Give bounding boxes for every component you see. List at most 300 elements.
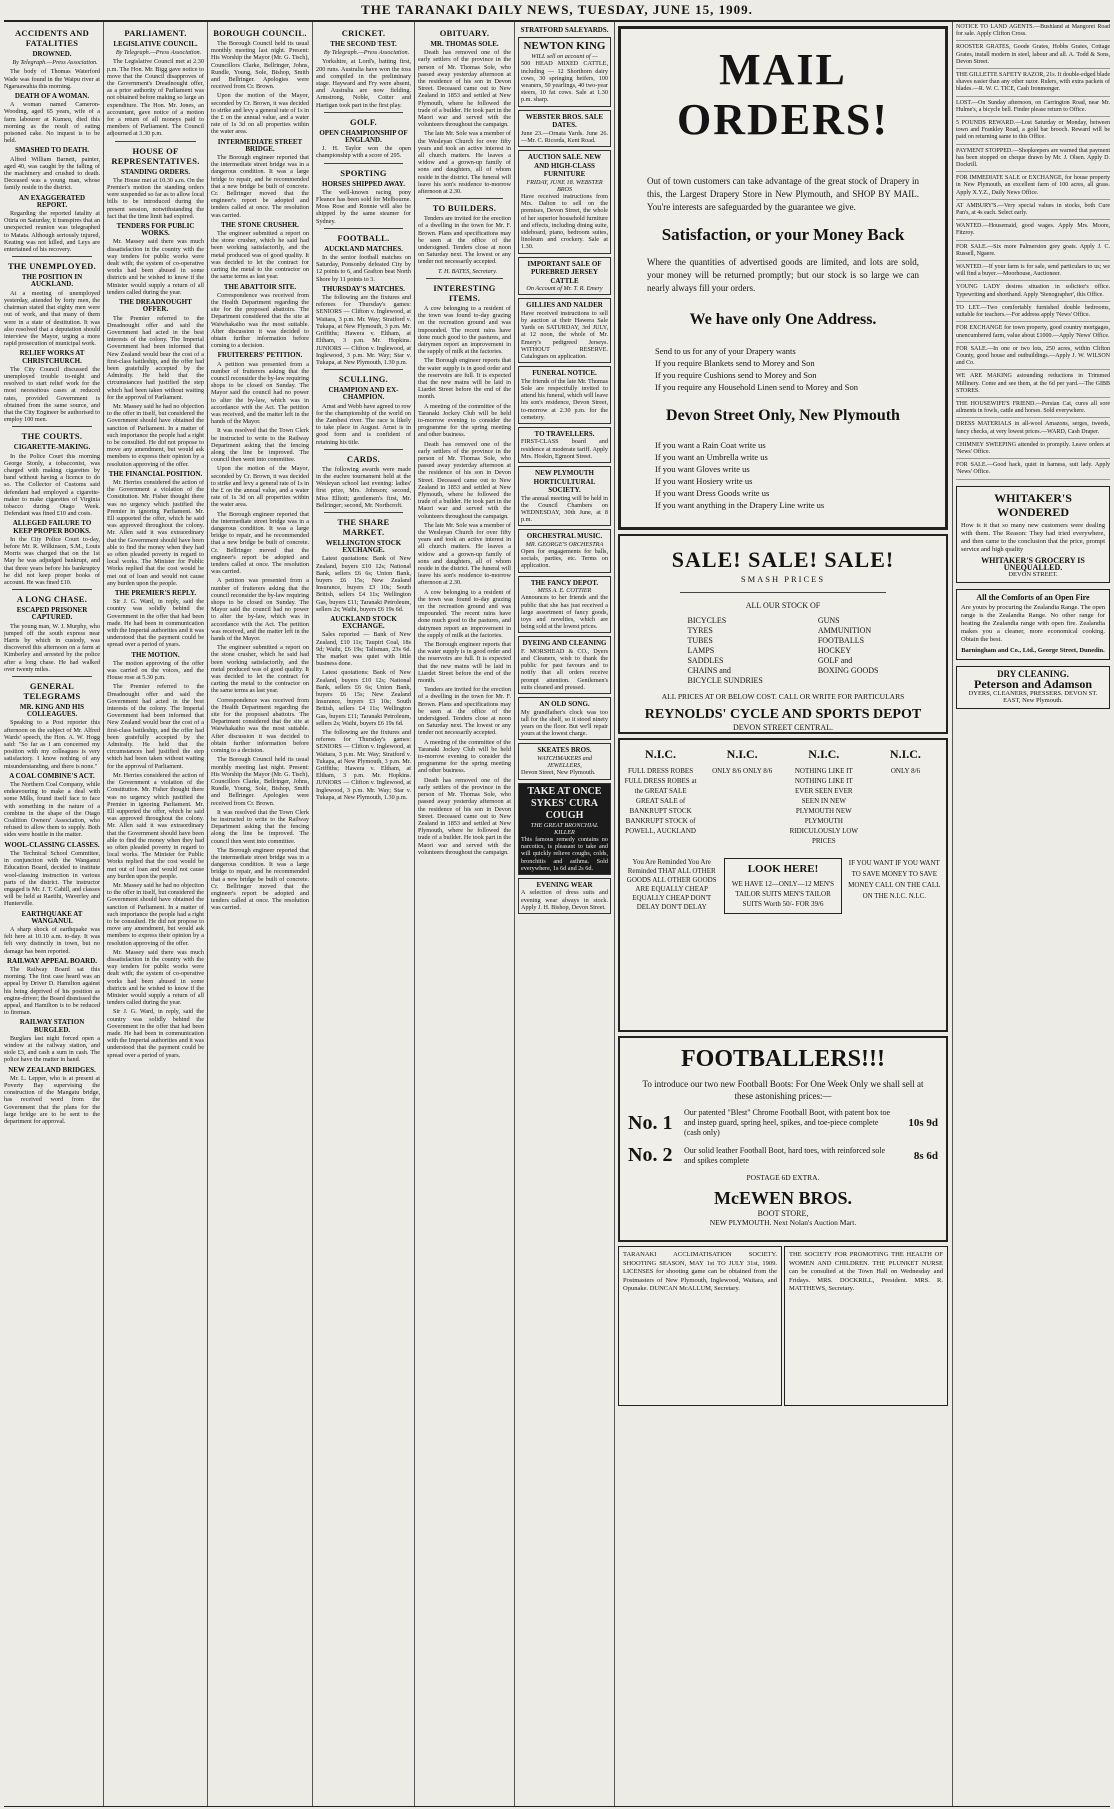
divider xyxy=(12,426,92,427)
devon-street-only: Devon Street Only, New Plymouth xyxy=(666,407,900,424)
classified-ad-body: Have received instructions to sell by auction at their Hawera Sale Yards on SATURDAY, 3rd JULY, at 12 noon, the whole of Mr. Emery's pedigreed Jerseys. WITHOUT RESERVE. Catalogues on application. xyxy=(521,309,608,360)
article-paragraph: The Premier referred to the Dreadnought offer and said the Government had acted in the best interests of the colony. The Imperial Government had been informed that New Zealand would bear the cost of a first-class battleship, and the offer had been gratefully accepted by the Admiralty. He held that the circumstances had justified the step which had been taken without waiting for the approval of Parliament. xyxy=(107,683,204,770)
divider xyxy=(12,256,92,257)
boot-no1 xyxy=(628,1108,938,1138)
nic-cell xyxy=(869,746,942,846)
dry-cleaning-ad xyxy=(956,666,1110,710)
divider xyxy=(324,512,403,513)
subheading: CIGARETTE-MAKING. xyxy=(13,443,91,452)
small-notice: FOR SALE.—Good hack, quiet in harness, suit lady. Apply 'News' Office. xyxy=(956,462,1110,479)
article-paragraph: Mr. Herries considered the action of the Government a violation of the Constitution. Mr. Fisher thought there was no urgency which justified the Premier in ignoring Parliament. Mr. Ell supported the offer, which he said was approved throughout the colony. Mr. Allen said it was extraordinary that the Government should have been able to find the money when they had so often pleaded poverty in regard to local works. The Minister for Public Works replied that the cost would be met out of loan and would not cause any burden upon the people. xyxy=(107,771,204,880)
subheading: THE FINANCIAL POSITION. xyxy=(108,469,203,478)
subheading: THE POSITION IN AUCKLAND. xyxy=(21,273,83,289)
classified-ad-title: AN OLD SONG. xyxy=(539,700,590,709)
nic-cell xyxy=(706,746,779,846)
sale-item: GUNS xyxy=(817,616,840,625)
subheading: RAILWAY APPEAL BOARD. xyxy=(6,956,98,965)
sale-item: CHAINS and xyxy=(687,666,731,675)
classified-ad-subtitle: FRIDAY, JUNE 18. WEBSTER BROS xyxy=(526,178,603,193)
sale-item: AMMUNITION xyxy=(817,626,872,635)
nic-sale-ad xyxy=(618,738,948,1032)
subheading: HORSES SHIPPED AWAY. xyxy=(322,179,405,188)
classified-ad-title: EVENING WEAR xyxy=(536,880,593,889)
article-paragraph: Speaking to a Post reporter this afternoon on the subject of Mr. Alfred Wards' speech, the Hon. A. W. Hogg said: "So far as I am concerned my position with my colleagues is very satisfactory. I know nothing of any misunderstanding, and there is none." xyxy=(4,719,100,770)
article-paragraph: Regarding the reported fatality at Otiria on Saturday, it transpires that an unexpected reunion was telegraphed to Matata. Although seriously injured, Keating was not killed, and Leys are entertained of his recovery. xyxy=(4,210,100,254)
article-paragraph: A meeting of the committee of the Taranaki Jockey Club will be held to-morrow evening to consider the programme for the spring meeting and other business. xyxy=(418,738,511,775)
article-paragraph: Yorkshire, at Lord's, batting first, 200 runs. Australia have won the toss and compiled in the preliminary stage. Hayward and Fry were absent, and Australia are now fielding. Armstrong, Noble, Cotter and Hartigan took part in the first play. xyxy=(316,58,411,109)
values-slogan xyxy=(621,525,945,530)
subheading: AUCKLAND MATCHES. xyxy=(324,244,403,253)
nic-save-money: IF YOU WANT IF YOU WANT TO SAVE MONEY TO SAVE MONEY CALL ON THE CALL ON THE N.I.C. N.I.C. xyxy=(848,859,941,900)
plunket-society-notice: THE SOCIETY FOR PROMOTING THE HEALTH OF WOMEN AND CHILDREN. THE PLUNKET NURSE can be consulted at the Town Hall on Wednesday and Fridays. MRS. DOCKRILL, President. MRS. R. MATTHEWS, Secretary. xyxy=(784,1246,948,1406)
subheading: WOOL-CLASSING CLASSES. xyxy=(4,840,100,849)
column-news-1 xyxy=(4,24,100,1804)
article-paragraph: The Borough Council held its usual monthly meeting last night. Present: His Worship the Mayor (Mr. G. Tisch), Councillors Clarke, Bellringer, Johns, Rundle, Young, Sole, Bishop, Smith and Bellringer. Apologies were received from Cr. Brown. xyxy=(211,756,309,807)
whitakers-ad xyxy=(956,486,1110,584)
article-paragraph: A cow belonging to a resident of the town was found to-day grazing on the recreation ground and was impounded. The recent rains have done much good to the pastures, and dairymen report an improvement in the supply of milk at the factories. xyxy=(418,304,511,356)
send-line: If you require Blankets send to Morey and Son xyxy=(655,358,815,368)
mcewen-trade: BOOT STORE, xyxy=(757,1209,809,1218)
section-heading: THE SHARE MARKET. xyxy=(337,516,390,537)
column-rule xyxy=(312,22,313,1806)
depot-telephone xyxy=(632,732,946,734)
subheading: CHAMPION AND EX-CHAMPION. xyxy=(328,386,399,402)
divider xyxy=(12,589,92,590)
section-heading: GENERAL TELEGRAMS xyxy=(23,681,81,702)
nic-cell-head: N.I.C. xyxy=(726,747,758,761)
article-paragraph: Latest quotations: Bank of New Zealand, buyers £10 12s; National Bank, sellers £6 6s; Union Bank, buyers £6 15s; New Zealand Insurance, buyers £3 10s; South British, sellers £4 11s; Wellington Gas, buyers £11; Taranaki Petroleum, sellers 2s; Waihi, buyers £6 19s 6d. xyxy=(316,555,411,613)
article-paragraph: Burglars last night forced open a window at the railway station, and stole £3, and cash a sum in cash. The police have the matter in hand. xyxy=(4,1034,100,1064)
want-line: If you want Hosiery write us xyxy=(655,476,753,486)
classified-ad-title: THE FANCY DEPOT. xyxy=(530,578,599,587)
article-paragraph: The Northern Coal Company, while endeavouring to make a deal with some Mills, found itself face to face with something in the nature of a combine in the shape of the Otago Coalition Owners' Association, who refused to allow them to supply. Both sides were hostile in the matter. xyxy=(4,781,100,839)
subheading: THURSDAY'S MATCHES. xyxy=(322,284,405,293)
classified-ad-title: SKEATES BROS. xyxy=(537,746,592,755)
small-notice: PAYMENT STOPPED.—Shopkeepers are warned that payment has been stopped on cheque drawn by Mr. J. Olsen. Apply D. Dockrill. xyxy=(956,148,1110,173)
small-notice: DRESS MATERIALS in all-wool Amazons, serges, tweeds, fancy checks, at very lowest prices.—WARD, Cash Draper. xyxy=(956,421,1110,438)
zealandia-body: Are yours by procuring the Zealandia Range. The open range is the Zealandia Range. No other range for heating the Zealandia range with open fire. Zealandia makes you a cleaner, more economical cooking. Obtain the best. xyxy=(961,604,1105,644)
subheading: OPEN CHAMPIONSHIP OF ENGLAND. xyxy=(319,128,408,145)
classified-ad xyxy=(518,783,611,875)
boot-no2-text: Our solid leather Football Boot, hard toes, with reinforced sole and spikes complete xyxy=(684,1145,886,1165)
section-heading: TO BUILDERS. xyxy=(432,203,497,214)
dry-cleaning-body: DYERS, CLEANERS, PRESSERS. DEVON ST. EAST, New Plymouth. xyxy=(968,689,1098,705)
article-paragraph: The late Mr. Sole was a member of the Wesleyan Church for over fifty years and took an active interest in all church matters. He leaves a widow and a grown-up family of sons and daughters, all of whom reside in the district. The funeral will leave his son's residence to-morrow afternoon at 2.30. xyxy=(418,130,511,196)
sale-item: SADDLES xyxy=(687,656,724,665)
article-paragraph: Alfred William Barnett, painter, aged 40, was caught by the falling of the machinery and crushed to death. Deceased was a young man, whose family reside in the district. xyxy=(4,155,100,192)
article-paragraph: A sharp shock of earthquake was felt here at 10.10 a.m. to-day. It was felt very distinctly in town, but no damage has been reported. xyxy=(4,925,100,955)
sale-stock-lists xyxy=(660,616,906,686)
classified-ad xyxy=(518,427,611,463)
masthead-rule xyxy=(4,20,1110,22)
section-heading: BOROUGH COUNCIL. xyxy=(213,28,307,38)
subheading: TENDERS FOR PUBLIC WORKS. xyxy=(116,222,195,238)
nic-reminder: You Are Reminded You Are Reminded THAT ALL OTHER GOODS ALL OTHER GOODS ARE EQUALLY CHEAP EQUALLY CHEAP DON'T DELAY DON'T DELAY xyxy=(626,858,717,911)
subheading: ALLEGED FAILURE TO KEEP PROPER BOOKS. xyxy=(12,519,92,535)
nic-cell-head: N.I.C. xyxy=(889,747,921,761)
section-heading: PARLIAMENT. xyxy=(124,28,187,38)
subheading: THE DREADNOUGHT OFFER. xyxy=(119,298,192,314)
whitakers-address: DEVON STREET. xyxy=(1008,570,1058,578)
classified-ad-title: NEWTON KING xyxy=(523,40,606,53)
small-notice: ROOSTER GRATES, Goode Grates, Hobbs Grates, Cottage Grates, install modern in steel, labour and all. A. Todd & Sons, Devon Street. xyxy=(956,44,1110,69)
classified-ad-body: Devon Street, New Plymouth. xyxy=(521,769,596,777)
article-paragraph: A petition was presented from a number of fruiterers asking that the council reconsider the by-law requiring shops to be closed on Sunday. The Mayor said the council had no power to alter the by-law, which was in accordance with the Act. The petition was received, and the matter left in the hands of the Mayor. xyxy=(211,360,309,426)
depot-name: REYNOLDS' CYCLE AND SPORTS DEPOT xyxy=(644,707,922,722)
column-rule xyxy=(614,22,615,1806)
subheading: THE STONE CRUSHER. xyxy=(221,220,299,229)
subheading: THE PREMIER'S REPLY. xyxy=(114,589,197,598)
small-notice: YOUNG LADY desires situation in solicitor's office. Typewriting and shorthand. Apply 'Stenographer', this Office. xyxy=(956,284,1110,301)
article-paragraph: Tenders are invited for the erection of a dwelling in the town for Mr. F. Brown. Plans and specifications may be seen at the office of the undersigned. Tenders close at noon on Saturday next. The lowest or any tender not necessarily accepted. xyxy=(418,215,511,266)
small-notice: FOR IMMEDIATE SALE or EXCHANGE, for house property in New Plymouth, an excellent farm of 100 acres, all grass. Apply X.Y.Z., Daily News Office. xyxy=(956,175,1110,200)
subheading: THE MOTION. xyxy=(131,650,180,659)
send-line: If you require Cushions send to Morey and Son xyxy=(655,370,817,380)
article-paragraph: The following awards were made in the euchre tournament held at the Wesleyan school last evening: ladies' first prize, Mrs. Johnson; second, Miss Elliott; gentlemen's first, Mr. Bellringer; second, Mr. Northcroft. xyxy=(316,465,411,509)
divider xyxy=(426,198,503,199)
sale-item: HOCKEY xyxy=(817,646,852,655)
article-paragraph: The late Mr. Sole was a member of the Wesleyan Church for over fifty years and took an active interest in all church matters. He leaves a widow and a grown-up family of sons and daughters, all of whom reside in the district. The funeral will leave his son's residence to-morrow afternoon at 2.30. xyxy=(418,521,511,587)
classified-ad xyxy=(518,366,611,424)
classified-ad-body: Open for engagements for balls, socials, parties, etc. Terms on application. xyxy=(521,548,608,570)
small-notice: WE ARE MAKING astounding reductions in Trimmed Millinery. Come and see them, at the 6d per yard.—The GIBB STORES. xyxy=(956,373,1110,398)
divider xyxy=(324,449,403,450)
article-paragraph: Upon the motion of the Mayor, seconded by Cr. Brown, it was decided to strike and levy a general rate of 1s in the £ on the annual value, and a water rate of 1s 3d on all properties within the water area. xyxy=(211,92,309,136)
masthead-title: THE TARANAKI DAILY NEWS, TUESDAY, JUNE 15, 1909. xyxy=(361,2,753,17)
divider xyxy=(12,676,92,677)
classified-ad xyxy=(518,878,611,914)
subheading: MR. KING AND HIS COLLEAGUES. xyxy=(19,703,85,719)
classified-ad-subtitle: WILL sell on account of — xyxy=(531,53,598,61)
sale-all-stock: ALL OUR STOCK OF xyxy=(745,601,821,610)
mail-orders-body: Where the quantities of advertised goods are limited, and lots are sold, your money will be returned promptly; but our stock is so large we can nearly always fill your orders. xyxy=(647,257,919,293)
want-line: If you want an Umbrella write us xyxy=(655,452,768,462)
article-paragraph: A woman named Cameron-Wooding, aged 65 years, wife of a farm labourer at Kumeu, died this morning as the result of eating poisoned cake. No inquest is to be held. xyxy=(4,101,100,145)
classified-ad xyxy=(518,150,611,254)
sale-footnote: ALL PRICES AT OR BELOW COST. CALL OR WRITE FOR PARTICULARS xyxy=(661,692,905,701)
nic-cell-head: N.I.C. xyxy=(645,747,677,761)
zealandia-title: All the Comforts of an Open Fire xyxy=(976,593,1090,603)
article-paragraph: The well-known racing pony Fleance has been sold for Melbourne. Moss Rose and Ronnie will also be shipped by the same steamer for Sydney. xyxy=(316,188,411,225)
article-paragraph: Mr. Massey said there was much dissatisfaction in the country with the way tenders for public works were dealt with; the system of co-operative works had been abused in some districts and he wished to know if the Minister would supply a return of all tenders called during the year. xyxy=(107,238,204,296)
section-heading: INTERESTING ITEMS. xyxy=(433,282,496,303)
article-paragraph: The Borough Council held its usual monthly meeting last night. Present: His Worship the Mayor (Mr. G. Tisch), Councillors Clarke, Bellringer, Johns, Rundle, Young, Sole, Bishop, Smith and Bellringer. Apologies were received from Cr. Brown. xyxy=(211,40,309,91)
mcewen-address: NEW PLYMOUTH. Next Nolan's Auction Mart. xyxy=(709,1218,857,1227)
section-heading: OBITUARY. xyxy=(439,28,490,38)
small-notice: WANTED.—Housemaid, good wages. Apply Mrs. Moore, Fitzroy. xyxy=(956,223,1110,240)
section-heading: A LONG CHASE. xyxy=(16,594,88,605)
mcewen-name: McEWEN BROS. xyxy=(713,1188,852,1208)
sale-item: GOLF and xyxy=(817,656,853,665)
article-paragraph: Arnst and Webb have agreed to row for the championship of the world on the Zambesi river. The race is likely to take place in August. Arnst is in good form and is confident of retaining his title. xyxy=(316,402,411,446)
classified-ad-body: A selection of dress suits and evening wear always in stock. Apply J. H. Bishop, Devon Street. xyxy=(521,889,608,911)
column-saleyards xyxy=(518,24,611,1804)
boot-no2-label: No. 2 xyxy=(628,1144,673,1166)
column-borough-council xyxy=(211,24,309,1804)
look-here-box xyxy=(724,858,842,914)
whitakers-slogan: WHITAKER'S GROCERY IS UNEQUALLED. xyxy=(981,555,1085,572)
article-paragraph: The City Council discussed the unemployed trouble to-night and resolved to start relief work for the most necessitous cases at reduced rates, provided Government is obtained from the same source, and that the City Engineer be authorised to employ 100 men. xyxy=(4,365,100,424)
article-paragraph: Latest quotations: Bank of New Zealand, buyers £10 12s; National Bank, sellers £6 6s; Union Bank, buyers £6 15s; New Zealand Insurance, buyers £3 10s; South British, sellers £4 11s; Wellington Gas, buyers £11; Taranaki Petroleum, sellers 2s; Waihi, buyers £6 19s 6d. xyxy=(316,669,411,727)
mail-orders-title: MAIL ORDERS! xyxy=(676,45,890,144)
article-paragraph: The motion approving of the offer was carried on the voices, and the House rose at 5.30 p.m. xyxy=(107,659,204,682)
boot-no2-price: 8s 6d xyxy=(913,1149,938,1162)
article-paragraph: The Borough engineer reported that the intermediate street bridge was in a dangerous condition. It was a large bridge to repair, and he recommended that a new bridge be built of concrete. Cr. Bellringer moved that the engineer's report be adopted and tenders called at once. The resolution was carried. xyxy=(211,510,309,576)
article-paragraph: Death has removed one of the early settlers of the province in the person of Mr. Thomas Sole, who passed away yesterday afternoon at the residence of his son in Devon Street. Deceased came out to New Zealand in 1853 and settled at New Plymouth, where he followed the trade of a builder. He took part in the Maori war and served with the volunteers throughout the campaign. xyxy=(418,440,511,520)
subheading: DROWNED. xyxy=(32,50,72,58)
section-heading: CRICKET. xyxy=(341,28,386,38)
boot-no1-text: Our patented "Blest" Chrome Football Boot, with patent box toe and instep guard, spring heel, spikes, and toe-piece complete (cash only) xyxy=(684,1108,891,1137)
article-paragraph: Death has removed one of the early settlers of the province in the person of Mr. Thomas Sole, who passed away yesterday afternoon at the residence of his son in Devon Street. Deceased came out to New Zealand in 1853 and settled at New Plymouth, where he followed the trade of a builder. He took part in the Maori war and served with the volunteers throughout the campaign. xyxy=(418,776,511,856)
want-line: If you want anything in the Drapery Line write us xyxy=(655,500,825,510)
column-rule xyxy=(514,22,515,1806)
section-heading: THE COURTS. xyxy=(21,431,83,442)
classified-ad xyxy=(518,743,611,779)
divider xyxy=(324,228,403,229)
subheading: RELIEF WORKS AT CHRISTCHURCH. xyxy=(19,349,85,365)
subheading: INTERMEDIATE STREET BRIDGE. xyxy=(217,137,303,153)
byline: By Telegraph.—Press Association. xyxy=(12,59,98,67)
postage-note: POSTAGE 6D EXTRA. xyxy=(746,1173,820,1182)
article-paragraph: J. H. Taylor won the open championship with a score of 295. xyxy=(316,145,411,160)
small-notice: WANTED.—If your farm is for sale, send particulars to us; we will find a buyer.—Moorhouse, Auctioneer. xyxy=(956,264,1110,281)
send-line: If you require any Household Linen send to Morey and Son xyxy=(655,382,859,392)
classified-ad xyxy=(518,466,611,526)
article-paragraph: In the senior football matches on Saturday, Ponsonby defeated City by 12 points to 6, and Grafton beat North Shore by 11 points to 3. xyxy=(316,254,411,283)
byline: By Telegraph.—Press Association. xyxy=(323,49,410,57)
section-heading: GOLF. xyxy=(350,116,377,127)
article-paragraph: It was resolved that the Town Clerk be instructed to write to the Railway Department asking that the fencing along the line be improved. The council then went into committee. xyxy=(211,427,309,464)
classified-ad-title: TAKE AT ONCE SYKES' CURA COUGH xyxy=(527,785,602,821)
byline: By Telegraph.—Press Association. xyxy=(115,49,202,57)
section-heading: STRATFORD SALEYARDS. xyxy=(520,26,609,34)
classified-ad xyxy=(518,576,611,634)
look-here-title: LOOK HERE! xyxy=(747,863,819,875)
article-paragraph: A cow belonging to a resident of the town was found to-day grazing on the recreation ground and was impounded. The recent rains have done much good to the pastures, and dairymen report an improvement in the supply of milk at the factories. xyxy=(418,588,511,639)
classified-ad-body: June 23.—Ornata Yards. June 26.—Mr. C. Ricorda, Kent Road. xyxy=(521,129,608,144)
classified-ad xyxy=(518,529,611,572)
classified-ad-body: My grandfather's clock was too tall for the shelf, so it stood ninety years on the floor. But we'll repair yours at the lowest charge. xyxy=(521,708,608,738)
subheading: EARTHQUAKE AT WANGANUI. xyxy=(21,909,83,925)
classified-ad xyxy=(518,37,611,106)
article-paragraph: Mr. Massey said there was much dissatisfaction in the country with the way tenders for public works were dealt with; the system of co-operative works had been abused in some districts and he wished to know if the Minister would supply a return of all tenders called during the year. xyxy=(107,948,204,1007)
column-rule xyxy=(207,22,208,1806)
article-paragraph: Correspondence was received from the Health Department regarding the site for the proposed abattoirs. The Department considered that the site at Waiwhakaiho was the most suitable. After discussion it was decided to obtain further information before coming to a decision. xyxy=(211,291,309,350)
article-paragraph: The Borough engineer reports that the water supply is in good order and the reservoirs are full. It is expected that the new mains will be laid in Liardet Street before the end of the month. xyxy=(418,357,511,401)
small-notice: THE GILLETTE SAFETY RAZOR, 21s. It double-edged blade shaves easier than any other razor. Rulers, with extra packets of blades.—R. W. C. TICE, Cash Ironmonger. xyxy=(956,72,1110,97)
subheading: DEATH OF A WOMAN. xyxy=(14,92,90,101)
article-paragraph: Mr. Massey said he had no objection to the offer in itself, but considered the Government should have obtained the sanction of Parliament. In a matter of such importance the people had a right to be consulted. He did not propose to move any amendment, but would ask members to express their opinion by a resolution approving of the offer. xyxy=(107,402,204,468)
nic-lower xyxy=(620,858,946,914)
sale-subtitle: SMASH PRICES xyxy=(740,574,826,584)
classified-ad-subtitle: MR. GEORGE'S ORCHESTRA xyxy=(525,540,604,548)
article-paragraph: The engineer submitted a report on the stone crusher, which he said had been working satisfactorily, and the metal produced was of good quality. It was decided to let the contract for carting the metal to the contractor on the same terms as last year. xyxy=(211,644,309,695)
article-paragraph: Sir J. G. Ward, in reply, said the country was solidly behind the Government in the offer that had been made. He had been in communication with the Imperial authorities and it was understood that the payment could be spread over a period of years. xyxy=(107,598,204,649)
subheading: NEW ZEALAND BRIDGES. xyxy=(8,1065,96,1074)
sale-item: LAMPS xyxy=(687,646,715,655)
zealandia-range-ad xyxy=(956,589,1110,659)
small-notice: TO LET.—Two comfortably furnished double bedrooms, suitable for teachers.—For address apply 'News' Office. xyxy=(956,305,1110,322)
nic-cell-head: N.I.C. xyxy=(808,747,840,761)
subheading: AN EXAGGERATED REPORT. xyxy=(18,193,86,209)
footballers-ad xyxy=(618,1036,948,1242)
article-paragraph: The Technical School Committee, in conjunction with the Wanganui Education Board, decided to institute wool-classing instruction in various parts of the district. The instructor engaged is Mr. J. T. Cahill, and classes will be held at Raetihi, Waverley and Hunterville. xyxy=(4,849,100,908)
classified-ad-body: 500 HEAD MIXED CATTLE, including — 12 Shorthorn dairy cows, 30 springing heifers, 100 weaners, 50 yearlings, 40 two-year steers, 10 fat cows. Sale at 1.30 p.m. sharp. xyxy=(521,60,608,104)
article-paragraph: The Borough engineer reported that the intermediate street bridge was in a dangerous condition. It was a large bridge to repair, and he recommended that a new bridge be built of concrete. Cr. Bellringer moved that the engineer's report be adopted and tenders called at once. The resolution was carried. xyxy=(211,154,309,219)
classified-ad-title: NEW PLYMOUTH HORTICULTURAL SOCIETY. xyxy=(533,469,596,495)
section-heading: SPORTING xyxy=(340,167,387,178)
nic-cell xyxy=(787,746,860,846)
section-heading: THE UNEMPLOYED. xyxy=(7,261,97,272)
article-paragraph: At a meeting of unemployed yesterday, attended by forty men, the chairman stated that eighty men were out of work, and that many of them were in a state of destitution. It was also resolved that a deputation should interview the Mayor, urging a more rapid prosecution of municipal work. xyxy=(4,289,100,348)
small-notice: FOR SALE.—Six more Palmerston grey goats. Apply J. C. Russell, Ngaere. xyxy=(956,244,1110,261)
column-obituary xyxy=(418,24,511,1804)
one-address: We have only One Address. xyxy=(689,311,877,328)
article-paragraph: Tenders are invited for the erection of a dwelling in the town for Mr. F. Brown. Plans and specifications may be seen at the office of the undersigned. Tenders close at noon on Saturday next. The lowest or any tender not necessarily accepted. xyxy=(418,686,511,737)
article-paragraph: Sales reported — Bank of New Zealand, £10 11s; Taupiri Coal, 18s 9d; Waihi, £6 19s; Talisman, 23s 6d. The market was quiet with little business done. xyxy=(316,631,411,668)
article-paragraph: Upon the motion of the Mayor, seconded by Cr. Brown, it was decided to strike and levy a general rate of 1s in the £ on the annual value, and a water rate of 1s 3d on all properties within the water area. xyxy=(211,465,309,509)
article-paragraph: The following are the fixtures and referees for Thursday's games: SENIORS — Clifton v. Inglewood, at Waitara, 3 p.m. Mr. Way; Stratford v. Tukapa, at New Plymouth, 3 p.m. Mr. Griffiths; Hawera v. Eltham, at Eltham, 3 p.m. Mr. Hopkins. JUNIORS — Clifton v. Inglewood, at Inglewood, 3 p.m. Mr. Way; Star v. Tukapa, at New Plymouth, 1.30 p.m. xyxy=(316,294,411,366)
money-back-guarantee: Satisfaction, or your Money Back xyxy=(661,225,905,244)
boot-no1-label: No. 1 xyxy=(628,1111,673,1134)
column-rule xyxy=(952,22,953,1806)
sale-item: BICYCLES xyxy=(687,616,727,625)
mail-orders-ad xyxy=(618,26,948,530)
article-paragraph: The young man, W. J. Murphy, who jumped off the south express near Harris by which in custody, was discovered this afternoon on a farm at Kimberley and arrested by the police after a long chase. He had walked over twenty miles. xyxy=(4,622,100,673)
reynolds-sale-ad xyxy=(618,534,948,734)
article-paragraph: The Legislative Council met at 2.30 p.m. The Hon. Mr. Bigg gave notice to move that the Council disapproves of the Government's Dreadnought offer, as a prior authority of Parliament was not obtained before making so large an expenditure. The Hon. Mr. Jones, an accountant, gave notice of a motion for a return of all moneys paid to members of Parliament. The Council adjourned at 3.30 p.m. xyxy=(107,58,204,138)
column-parliament xyxy=(107,24,204,1804)
send-lines xyxy=(655,345,911,393)
article-paragraph: The body of Thomas Waterford Wade was found in the Waipu river at Ngaruawahia this morning. xyxy=(4,68,100,90)
article-paragraph: The House met at 10.30 a.m. On the Premier's motion the standing orders were suspended so far as to allow local bills to be introduced during the present session, notwithstanding the fact that the time limit had expired. xyxy=(107,176,204,220)
article-paragraph: The Borough engineer reports that the water supply is in good order and the reservoirs are full. It is expected that the new mains will be laid in Liardet Street before the end of the month. xyxy=(418,641,511,685)
small-notice: FOR SALE.—In one or two lots, 250 acres, within Clifton County, good house and outbuildings.—Apply J. W. WILSON and Co. xyxy=(956,346,1110,371)
subheading: STANDING ORDERS. xyxy=(120,167,191,176)
nic-cells xyxy=(620,740,946,852)
classified-ad-subtitle: THE GREAT BRONCHIAL KILLER xyxy=(530,821,599,836)
classified-ad xyxy=(518,257,611,296)
nic-cell-body: NOTHING LIKE IT NOTHING LIKE IT EVER SEEN EVER SEEN IN NEW PLYMOUTH NEW PLYMOUTH RIDICULOUSLY LOW PRICES xyxy=(789,767,859,845)
acclimatisation-notice: TARANAKI ACCLIMATISATION SOCIETY. SHOOTING SEASON, MAY 1st TO JULY 31st, 1909. LICENSES for shooting game can be obtained from the Postmasters of New Plymouth, Inglewood, Waitara, and Opunake. DUNCAN McALLUM, Secretary. xyxy=(618,1246,782,1406)
classified-ad xyxy=(518,697,611,740)
small-notice: AT AMBURY'S.—Very special values in stocks, both Cure Pan's, at 4s each. Select early. xyxy=(956,203,1110,220)
divider xyxy=(324,112,403,113)
subheading: MR. THOMAS SOLE. xyxy=(430,40,499,48)
dry-cleaning-firm: Peterson and Adamson xyxy=(973,676,1092,691)
subheading: RAILWAY STATION BURGLED. xyxy=(19,1018,85,1034)
small-notices-list xyxy=(956,24,1110,480)
subheading: THE SECOND TEST. xyxy=(330,40,397,48)
article-paragraph: The Railway Board sat this morning. The first case heard was an appeal by Driver D. Hamilton against his being deprived of his position as engine-driver; the Board dismissed the appeal, and Hamilton is to be reduced to fireman. xyxy=(4,965,100,1017)
classified-ad-title: DYEING AND CLEANING xyxy=(522,639,607,648)
small-notice: THE HOUSEWIFE'S FRIEND.—Persian Cat, cures all sore ailments in fowls, cattle and horses. Sold everywhere. xyxy=(956,401,1110,418)
classified-ad xyxy=(518,110,611,147)
subheading: AUCKLAND STOCK EXCHANGE. xyxy=(330,614,397,631)
subheading: THE ABATTOIR SITE. xyxy=(223,282,297,291)
article-paragraph: A petition was presented from a number of fruiterers asking that the council reconsider the by-law requiring shops to be closed on Sunday. The Mayor said the council had no power to alter the by-law, which was in accordance with the Act. The petition was received, and the matter left in the hands of the Mayor. xyxy=(211,577,309,643)
classified-ad-body: FIRST-CLASS board and residence at moderate tariff. Apply Mrs. Hoskin, Egmont Street. xyxy=(521,438,608,460)
footballers-title: FOOTBALLERS!!! xyxy=(680,1046,886,1072)
small-notice: NOTICE TO LAND AGENTS.—Bushland at Mangorei Road for sale. Apply Clifton Cross. xyxy=(956,24,1110,41)
classified-ad xyxy=(518,298,611,363)
section-heading: FOOTBALL. xyxy=(337,232,390,243)
nic-cell-body: ONLY 8/6 xyxy=(890,767,921,775)
sale-item: BICYCLE SUNDRIES xyxy=(687,676,763,685)
section-heading: CARDS. xyxy=(346,453,381,464)
classified-ad-title: TO TRAVELLERS. xyxy=(534,429,595,438)
small-notice: LOST.—On Sunday afternoon, on Carrington Road, near Mr. Hulme's, a bicycle bell. Finder please return to Office. xyxy=(956,100,1110,117)
nic-cell xyxy=(624,746,697,846)
zealandia-firm: Barningham and Co., Ltd., George Street, Dunedin. xyxy=(961,647,1105,655)
article-paragraph: Mr. L. Lepper, who is at present at Poverty Bay supervising the construction of the Mangatu bridge, has received word from the Government that the plans for the large bridge are to be sent to the department for approval. xyxy=(4,1074,100,1125)
article-paragraph: The engineer submitted a report on the stone crusher, which he said had been working satisfactorily, and the metal produced was of good quality. It was decided to let the contract for carting the metal to the contractor on the same terms as last year. xyxy=(211,230,309,281)
divider xyxy=(426,278,503,279)
article-paragraph: It was resolved that the Town Clerk be instructed to write to the Railway Department asking that the fencing along the line be improved. The council then went into committee. xyxy=(211,808,309,845)
subheading: ESCAPED PRISONER CAPTURED. xyxy=(16,606,88,622)
subheading: WELLINGTON STOCK EXCHANGE. xyxy=(325,538,402,555)
want-lines xyxy=(655,439,911,511)
boot-no1-price: 10s 9d xyxy=(908,1117,938,1129)
article-paragraph: Death has removed one of the early settlers of the province in the person of Mr. Thomas Sole, who passed away yesterday afternoon at the residence of his son in Devon Street. Deceased came out to New Zealand in 1853 and settled at New Plymouth, where he followed the trade of a builder. He took part in the Maori war and served with the volunteers throughout the campaign. xyxy=(418,49,511,129)
column-rule xyxy=(414,22,415,1806)
classified-ad-body: Announces to her friends and the public that she has just received a large assortment of fancy goods, toys and novelties, which are being sold at the lowest prices. xyxy=(521,594,608,631)
classified-ads-list xyxy=(518,37,611,914)
divider xyxy=(324,163,403,164)
column-sport xyxy=(316,24,411,1804)
classified-ad-subtitle: WATCHMAKERS and JEWELLERS, xyxy=(537,754,592,770)
classified-ad-subtitle: MISS A. E. COTTIER xyxy=(537,587,592,595)
divider xyxy=(115,141,196,142)
want-line: If you want a Rain Coat write us xyxy=(655,440,766,450)
classified-ad-body: Have received instructions from Mrs. Dalton to sell on the premises, Devon Street, the whole of her superior household furniture and effects, including dining suite, sideboard, piano, bedroom suites, linoleum and crockery. Sale at 1.30. xyxy=(521,192,608,251)
small-notice: 5 POUNDS REWARD.—Lost Saturday or Monday, between town and Frankley Road, a gold bar brooch. Reward will be paid on returning same to this Office. xyxy=(956,120,1110,145)
article-paragraph: In the Police Court this morning George Stonly, a tobacconist, was charged with making cigarettes by hand without having a licence to do so. The Collector of Customs said defendant had employed a cigarette-maker to make cigarettes of Virginia tobacco during Otago Week. Defendant was fined £10 and costs. xyxy=(4,452,100,518)
section-heading: SCULLING. xyxy=(338,374,389,385)
article-paragraph: Sir J. G. Ward, in reply, said the country was solidly behind the Government in the offer that had been made. He had been in communication with the Imperial authorities and it was understood that the payment could be spread over a period of years. xyxy=(107,1008,204,1059)
section-heading: ACCIDENTS AND FATALITIES xyxy=(14,28,90,48)
dry-cleaning-title: DRY CLEANING. xyxy=(997,668,1069,679)
sale-item: FOOTBALLS xyxy=(817,636,865,645)
depot-address: DEVON STREET CENTRAL. xyxy=(732,723,834,732)
classified-ad-title: IMPORTANT SALE OF PUREBRED JERSEY CATTLE xyxy=(527,259,602,285)
nic-cell-body: ONLY 8/6 ONLY 8/6 xyxy=(712,767,773,775)
footballers-intro: To introduce our two new Football Boots: For One Week Only we shall sell at these astonishing prices:— xyxy=(642,1079,924,1101)
classified-ad-subtitle: On Account of Mr. T. R. Emery xyxy=(526,285,603,293)
subheading: FRUITERERS' PETITION. xyxy=(217,351,303,360)
article-paragraph: In the City Police Court to-day, before Mr. R. Wilkinson, S.M., Louis Morris was charged that on the 1st May he was adjudged bankrupt, and that three years before his bankruptcy he did not keep proper books of account. He was fined £10. xyxy=(4,535,100,586)
classified-ad-body: The annual meeting will be held in the Council Chambers on WEDNESDAY, 30th June, at 8 p.m. xyxy=(521,494,608,524)
sale-title: SALE! SALE! SALE! xyxy=(671,547,895,572)
subheading: A COAL COMBINE'S ACT. xyxy=(9,771,95,780)
subheading: SMASHED TO DEATH. xyxy=(14,146,90,155)
classified-ad-body: The friends of the late Mr. Thomas Sole are respectfully invited to attend his funeral, which will leave his son's residence, Devon Street, to-morrow at 2.30 p.m. for the cemetery. xyxy=(521,377,608,421)
divider xyxy=(680,592,886,593)
article-paragraph: The Borough engineer reported that the intermediate street bridge was in a dangerous condition. It was a large bridge to repair, and he recommended that a new bridge be built of concrete. Cr. Bellringer moved that the engineer's report be adopted and tenders called at once. The resolution was carried. xyxy=(211,846,309,912)
boot-no2 xyxy=(628,1144,938,1167)
nic-cell-body: FULL DRESS ROBES FULL DRESS ROBES at the GREAT SALE GREAT SALE of BANKRUPT STOCK BANKRUPT STOCK of POWELL, AUCKLAND xyxy=(624,767,697,835)
whitakers-title: WHITAKER'S WONDERED xyxy=(994,490,1072,519)
classified-ad-title: FUNERAL NOTICE. xyxy=(532,369,597,378)
signature: T. H. BATES, Secretary. xyxy=(437,267,498,275)
section-heading: HOUSE OF REPRESENTATIVES. xyxy=(111,145,200,166)
want-line: If you want Gloves write us xyxy=(655,464,750,474)
classified-ad-title: AUCTION SALE. NEW AND HIGH-CLASS FURNITURE xyxy=(527,153,602,179)
look-here-body: WE HAVE 12—ONLY—12 MEN'S TAILOR SUITS MEN'S TAILOR SUITS Worth 50/- FOR 39/6 xyxy=(731,880,835,908)
sale-list-sports xyxy=(818,616,879,686)
whitakers-body: How is it that so many new customers were dealing with them. The Reason: They had tried everywhere, and then came to the conclusion that the price, prompt service and high quality xyxy=(961,521,1105,553)
column-small-ads xyxy=(956,24,1110,1804)
